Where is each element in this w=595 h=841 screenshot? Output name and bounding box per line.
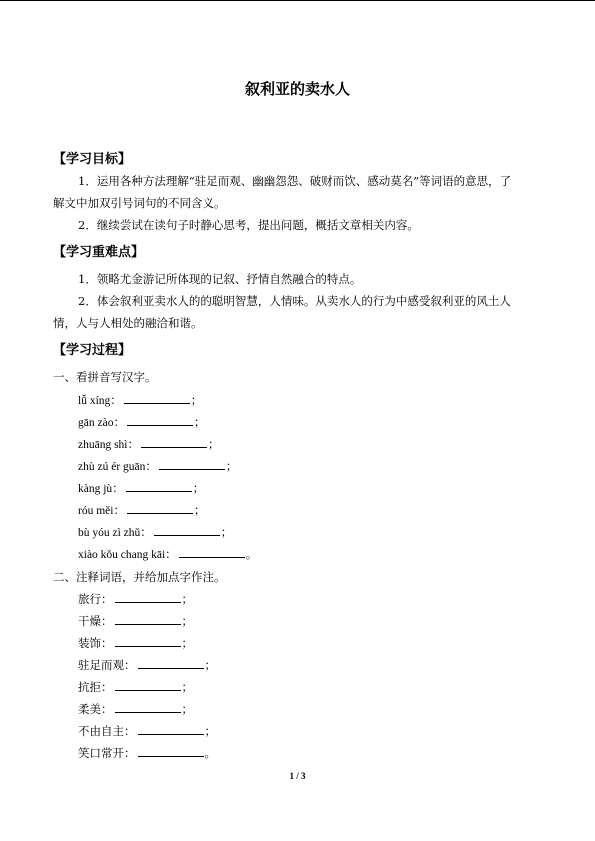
pinyin-text: gān zào： [78,417,125,429]
word-item [78,746,216,761]
key-points-item-2-line-1: 2．体会叙利亚卖水人的的聪明智慧，人情味。从卖水人的行为中感受叙利亚的风土人 [78,294,511,308]
word-item [78,614,193,629]
word-text: 抗拒： [78,682,113,694]
answer-blank[interactable] [138,658,204,669]
item-end-punctuation: ； [204,726,216,738]
pinyin-item [78,547,257,562]
item-end-punctuation: ； [225,461,238,473]
item-end-punctuation: ； [193,417,206,429]
item-end-punctuation: ； [181,638,193,650]
section-heading-key-points: 【学习重难点】 [53,245,145,260]
item-end-punctuation: ； [208,439,220,451]
goals-item-1-line-2: 解文中加双引号词句的不同含义。 [53,196,226,210]
item-end-punctuation: ； [220,527,233,539]
pinyin-text: lǚ xíng： [78,395,122,407]
answer-blank[interactable] [141,437,207,448]
pinyin-item [78,525,232,540]
pinyin-item [78,393,202,408]
pinyin-item [78,481,204,496]
goals-item-2: 2．继续尝试在读句子时静心思考，提出问题，概括文章相关内容。 [78,218,419,232]
answer-blank[interactable] [115,592,181,603]
answer-blank[interactable] [126,481,192,492]
item-end-punctuation: ； [181,616,193,628]
answer-blank[interactable] [115,614,181,625]
word-text: 柔美： [78,704,113,716]
item-end-punctuation: 。 [245,549,258,561]
word-item [78,680,193,695]
answer-blank[interactable] [179,547,245,558]
page-number: 1 / 3 [289,771,306,781]
pinyin-text: róu měi： [78,505,125,517]
answer-blank[interactable] [127,503,193,514]
section-heading-goals: 【学习目标】 [53,152,132,167]
word-item [78,592,193,607]
word-item [78,724,216,739]
word-text: 干燥： [78,616,113,628]
answer-blank[interactable] [154,525,220,536]
answer-blank[interactable] [127,415,193,426]
item-end-punctuation: ； [190,395,203,407]
pinyin-text: xiào kǒu chang kāi： [78,549,177,561]
word-text: 驻足而观： [78,660,136,672]
word-text: 笑口常开： [78,748,136,760]
pinyin-text: zhù zú ér guān： [78,461,157,473]
answer-blank[interactable] [115,702,181,713]
item-end-punctuation: ； [181,682,193,694]
top-rule [0,0,595,1]
section-heading-process: 【学习过程】 [53,343,132,358]
item-end-punctuation: ； [193,505,206,517]
pinyin-item [78,437,220,452]
key-points-item-1: 1．领略尤金游记所体现的记叙、抒情自然融合的特点。 [78,272,362,286]
word-text: 旅行： [78,594,113,606]
pinyin-item [78,503,205,518]
answer-blank[interactable] [124,393,190,404]
item-end-punctuation: ； [204,660,216,672]
item-end-punctuation: ； [181,594,193,606]
goals-item-1-line-1: 1．运用各种方法理解“驻足而观、幽幽怨怨、破财而饮、感动莫名”等词语的意思，了 [78,174,512,188]
answer-blank[interactable] [115,636,181,647]
answer-blank[interactable] [159,459,225,470]
key-points-item-2-line-2: 情，人与人相处的融洽和谐。 [53,316,203,330]
answer-blank[interactable] [138,746,204,757]
word-item [78,658,216,673]
pinyin-text: kàng jù： [78,483,124,495]
word-item [78,636,193,651]
item-end-punctuation: 。 [204,748,216,760]
word-text: 不由自主： [78,726,136,738]
part-2-label: 二、注释词语，并给加点字作注。 [53,570,226,584]
pinyin-text: bù yóu zì zhǔ： [78,527,152,539]
item-end-punctuation: ； [181,704,193,716]
answer-blank[interactable] [115,680,181,691]
page-title: 叙利亚的卖水人 [244,80,350,98]
word-text: 装饰： [78,638,113,650]
item-end-punctuation: ； [192,483,205,495]
pinyin-text: zhuāng shì： [78,439,140,451]
pinyin-item [78,415,205,430]
part-1-label: 一、看拼音写汉字。 [53,370,157,384]
word-item [78,702,193,717]
pinyin-item [78,459,237,474]
answer-blank[interactable] [138,724,204,735]
